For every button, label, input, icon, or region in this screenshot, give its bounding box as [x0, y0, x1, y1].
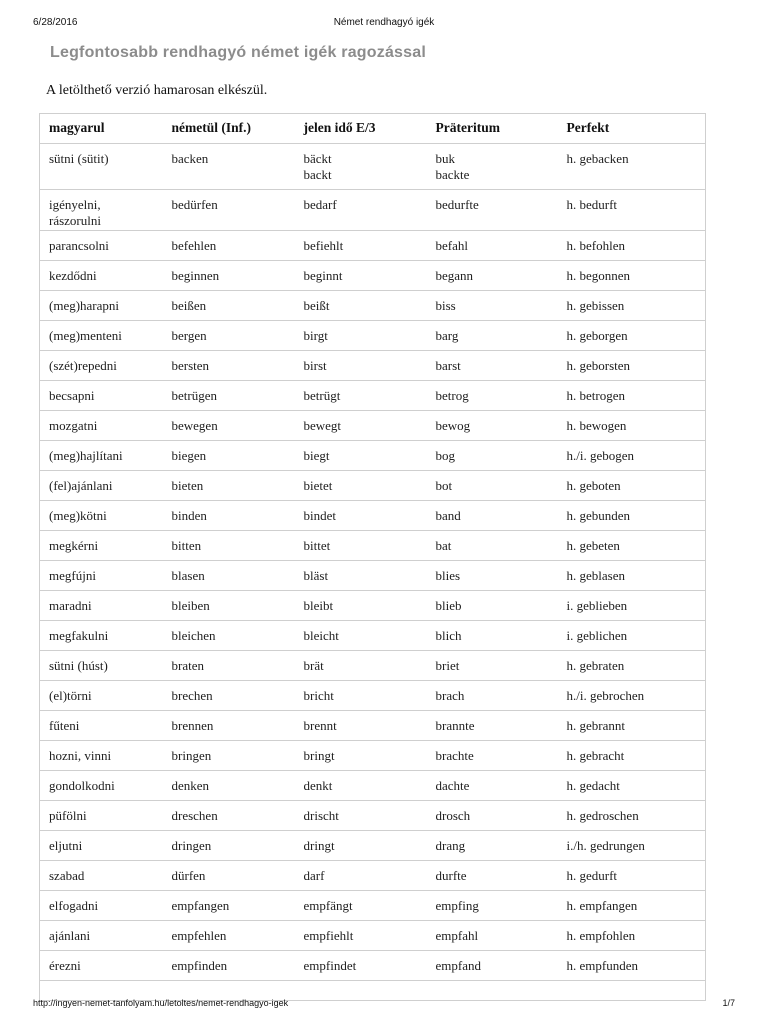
cell-present-3sg: empfiehlt — [295, 921, 427, 951]
cell-prateritum: begann — [427, 261, 558, 291]
cell-present-3sg: brät — [295, 651, 427, 681]
cell-german-infinitive: brechen — [163, 681, 295, 711]
cell-perfekt: h. bedurft — [558, 190, 706, 231]
cell-hungarian: püfölni — [40, 801, 163, 831]
cell-prateritum: durfte — [427, 861, 558, 891]
cell-hungarian: hozni, vinni — [40, 741, 163, 771]
page-number: 1/7 — [722, 998, 735, 1008]
table-row — [40, 471, 706, 501]
cell-german-infinitive: backen — [163, 144, 295, 190]
table-row — [40, 291, 706, 321]
cell-german-infinitive: denken — [163, 771, 295, 801]
cell-present-3sg: bindet — [295, 501, 427, 531]
cell-prateritum: blies — [427, 561, 558, 591]
cell-present-3sg: befiehlt — [295, 231, 427, 261]
table-row — [40, 351, 706, 381]
cell-perfekt: h. gedurft — [558, 861, 706, 891]
table-row — [40, 144, 706, 190]
cell-german-infinitive: bersten — [163, 351, 295, 381]
cell-german-infinitive: empfangen — [163, 891, 295, 921]
cell-perfekt: h. gedroschen — [558, 801, 706, 831]
table-row — [40, 681, 706, 711]
table-row — [40, 591, 706, 621]
cell-perfekt: h. gebrannt — [558, 711, 706, 741]
cell-german-infinitive: betrügen — [163, 381, 295, 411]
cell-prateritum: brach — [427, 681, 558, 711]
cell-perfekt: h. befohlen — [558, 231, 706, 261]
cell-prateritum-line: backte — [435, 167, 470, 182]
cell-german-infinitive: beißen — [163, 291, 295, 321]
cell-present-3sg: betrügt — [295, 381, 427, 411]
cell-present-3sg: bringt — [295, 741, 427, 771]
table-row — [40, 711, 706, 741]
column-header-prateritum: Präteritum — [427, 114, 558, 144]
cell-perfekt: h. empfunden — [558, 951, 706, 981]
table-row — [40, 531, 706, 561]
cell-present-3sg — [295, 144, 427, 190]
cell-present-3sg: birst — [295, 351, 427, 381]
table-row — [40, 411, 706, 441]
table-row — [40, 891, 706, 921]
cell-present-3sg: drischt — [295, 801, 427, 831]
cell-german-infinitive: braten — [163, 651, 295, 681]
cell-perfekt: h. gebissen — [558, 291, 706, 321]
cell-prateritum: drang — [427, 831, 558, 861]
cell-prateritum: empfing — [427, 891, 558, 921]
cell-present-3sg: denkt — [295, 771, 427, 801]
cell-hungarian-line: igényelni, — [49, 197, 101, 212]
cell-perfekt: h. bewogen — [558, 411, 706, 441]
cell-hungarian: fűteni — [40, 711, 163, 741]
table-row — [40, 741, 706, 771]
page-title: Legfontosabb rendhagyó német igék ragozással — [50, 44, 426, 61]
cell-hungarian: ajánlani — [40, 921, 163, 951]
cell-hungarian: (meg)menteni — [40, 321, 163, 351]
print-date: 6/28/2016 — [33, 17, 78, 28]
cell-prateritum: brachte — [427, 741, 558, 771]
cell-hungarian: mozgatni — [40, 411, 163, 441]
cell-hungarian: (el)törni — [40, 681, 163, 711]
cell-perfekt: h. betrogen — [558, 381, 706, 411]
cell-prateritum: empfand — [427, 951, 558, 981]
cell-prateritum: barst — [427, 351, 558, 381]
cell-prateritum: dachte — [427, 771, 558, 801]
print-header — [33, 17, 735, 29]
cell-german-infinitive: bewegen — [163, 411, 295, 441]
table-row — [40, 261, 706, 291]
cell-german-infinitive: dreschen — [163, 801, 295, 831]
cell-german-infinitive: empfehlen — [163, 921, 295, 951]
cell-perfekt: h. geborsten — [558, 351, 706, 381]
cell-german-infinitive: empfinden — [163, 951, 295, 981]
print-footer — [33, 998, 735, 1010]
cell-hungarian: (fel)ajánlani — [40, 471, 163, 501]
cell-hungarian: kezdődni — [40, 261, 163, 291]
column-header-perfekt: Perfekt — [558, 114, 706, 144]
cell-perfekt: h. gebeten — [558, 531, 706, 561]
cell-prateritum: bot — [427, 471, 558, 501]
cell-hungarian: gondolkodni — [40, 771, 163, 801]
cell-hungarian: eljutni — [40, 831, 163, 861]
cell-present-3sg: bedarf — [295, 190, 427, 231]
column-header-german-infinitive: németül (Inf.) — [163, 114, 295, 144]
cell-present-3sg-line: bäckt — [303, 151, 332, 166]
cell-present-3sg: dringt — [295, 831, 427, 861]
cell-perfekt: h. gebunden — [558, 501, 706, 531]
cell-present-3sg: bläst — [295, 561, 427, 591]
cell-perfekt: h. empfohlen — [558, 921, 706, 951]
cell-german-infinitive: bleiben — [163, 591, 295, 621]
table-row — [40, 621, 706, 651]
cell-german-infinitive: befehlen — [163, 231, 295, 261]
table-row — [40, 441, 706, 471]
cell-present-3sg: biegt — [295, 441, 427, 471]
table-row — [40, 651, 706, 681]
cell-hungarian: megkérni — [40, 531, 163, 561]
cell-hungarian-line: rászorulni — [49, 213, 101, 228]
cell-hungarian: (meg)hajlítani — [40, 441, 163, 471]
cell-hungarian: megfújni — [40, 561, 163, 591]
cell-hungarian: szabad — [40, 861, 163, 891]
cell-hungarian: (meg)kötni — [40, 501, 163, 531]
table-row — [40, 321, 706, 351]
cell-present-3sg: beginnt — [295, 261, 427, 291]
cell-perfekt: h. geboten — [558, 471, 706, 501]
cell-prateritum: befahl — [427, 231, 558, 261]
cell-german-infinitive: bringen — [163, 741, 295, 771]
cell-prateritum: band — [427, 501, 558, 531]
table-row — [40, 381, 706, 411]
cell-german-infinitive: bergen — [163, 321, 295, 351]
cell-perfekt: h. gebacken — [558, 144, 706, 190]
cell-hungarian: érezni — [40, 951, 163, 981]
cell-hungarian: megfakulni — [40, 621, 163, 651]
cell-present-3sg: beißt — [295, 291, 427, 321]
cell-german-infinitive: dürfen — [163, 861, 295, 891]
page-url: http://ingyen-nemet-tanfolyam.hu/letoltes/nemet-rendhagyo-igek — [33, 998, 289, 1008]
cell-perfekt: h. gebraten — [558, 651, 706, 681]
cell-perfekt: h. geborgen — [558, 321, 706, 351]
print-document-title: Német rendhagyó igék — [333, 17, 435, 28]
cell-perfekt: i. geblichen — [558, 621, 706, 651]
cell-perfekt: h. empfangen — [558, 891, 706, 921]
cell-hungarian: parancsolni — [40, 231, 163, 261]
cell-prateritum: bedurfte — [427, 190, 558, 231]
cell-present-3sg: darf — [295, 861, 427, 891]
cell-prateritum: barg — [427, 321, 558, 351]
table-row — [40, 190, 706, 231]
cell-present-3sg-line: backt — [303, 167, 332, 182]
cell-german-infinitive: bitten — [163, 531, 295, 561]
cell-prateritum: blich — [427, 621, 558, 651]
table-row — [40, 921, 706, 951]
cell-present-3sg: brennt — [295, 711, 427, 741]
cell-perfekt: h./i. gebrochen — [558, 681, 706, 711]
cell-german-infinitive: biegen — [163, 441, 295, 471]
table-row — [40, 951, 706, 981]
cell-prateritum-line: buk — [435, 151, 455, 166]
table-row — [40, 231, 706, 261]
cell-prateritum: empfahl — [427, 921, 558, 951]
cell-german-infinitive: bedürfen — [163, 190, 295, 231]
cell-prateritum: bewog — [427, 411, 558, 441]
cell-perfekt: i. geblieben — [558, 591, 706, 621]
table-row — [40, 771, 706, 801]
cell-hungarian: maradni — [40, 591, 163, 621]
cell-prateritum: briet — [427, 651, 558, 681]
irregular-verbs-table — [39, 113, 706, 1001]
cell-perfekt: h. gebracht — [558, 741, 706, 771]
column-header-hungarian: magyarul — [40, 114, 163, 144]
cell-prateritum: betrog — [427, 381, 558, 411]
intro-text: A letölthető verzió hamarosan elkészül. — [46, 83, 268, 98]
cell-prateritum: bat — [427, 531, 558, 561]
cell-present-3sg: bietet — [295, 471, 427, 501]
column-header-present-3sg: jelen idő E/3 — [295, 114, 427, 144]
cell-prateritum: drosch — [427, 801, 558, 831]
cell-present-3sg: bewegt — [295, 411, 427, 441]
cell-german-infinitive: bleichen — [163, 621, 295, 651]
table-row — [40, 801, 706, 831]
cell-prateritum — [427, 144, 558, 190]
table-row — [40, 561, 706, 591]
cell-german-infinitive: bieten — [163, 471, 295, 501]
cell-prateritum: blieb — [427, 591, 558, 621]
cell-german-infinitive: blasen — [163, 561, 295, 591]
cell-german-infinitive: binden — [163, 501, 295, 531]
cell-hungarian: (meg)harapni — [40, 291, 163, 321]
cell-present-3sg: empfindet — [295, 951, 427, 981]
cell-prateritum: bog — [427, 441, 558, 471]
cell-present-3sg: bittet — [295, 531, 427, 561]
cell-perfekt: h. begonnen — [558, 261, 706, 291]
cell-present-3sg: bricht — [295, 681, 427, 711]
cell-present-3sg: bleibt — [295, 591, 427, 621]
cell-german-infinitive: brennen — [163, 711, 295, 741]
cell-perfekt: h. gedacht — [558, 771, 706, 801]
table-row — [40, 501, 706, 531]
table-row — [40, 861, 706, 891]
cell-perfekt: i./h. gedrungen — [558, 831, 706, 861]
table-body — [40, 144, 706, 1001]
cell-perfekt: h./i. gebogen — [558, 441, 706, 471]
cell-present-3sg: bleicht — [295, 621, 427, 651]
cell-perfekt: h. geblasen — [558, 561, 706, 591]
table-row — [40, 831, 706, 861]
cell-hungarian: becsapni — [40, 381, 163, 411]
cell-german-infinitive: beginnen — [163, 261, 295, 291]
cell-prateritum: biss — [427, 291, 558, 321]
cell-hungarian — [40, 190, 163, 231]
table-header-row — [40, 114, 706, 144]
cell-hungarian: sütni (húst) — [40, 651, 163, 681]
cell-hungarian: sütni (sütit) — [40, 144, 163, 190]
cell-present-3sg: birgt — [295, 321, 427, 351]
cell-hungarian: (szét)repedni — [40, 351, 163, 381]
cell-prateritum: brannte — [427, 711, 558, 741]
cell-hungarian: elfogadni — [40, 891, 163, 921]
cell-german-infinitive: dringen — [163, 831, 295, 861]
cell-present-3sg: empfängt — [295, 891, 427, 921]
